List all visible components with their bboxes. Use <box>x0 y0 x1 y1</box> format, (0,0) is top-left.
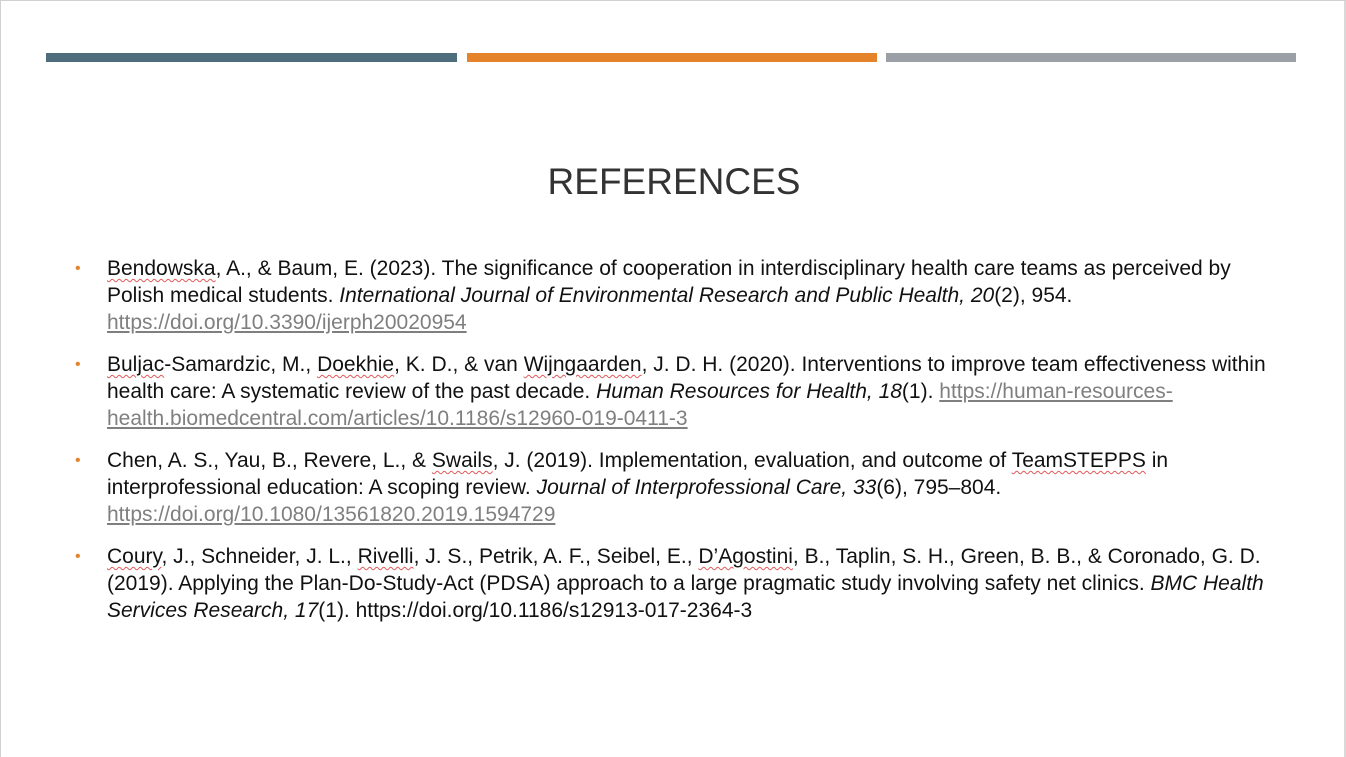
author-text: Buljac <box>107 353 165 376</box>
citation-text: Chen, A. S., Yau, B., Revere, L., & <box>107 449 432 472</box>
author-text: Swails <box>431 449 493 472</box>
bullet-icon: • <box>75 548 81 565</box>
citation-text: -Samardzic, M., <box>164 353 318 376</box>
bullet-icon: • <box>75 452 81 469</box>
doi-link[interactable]: https://doi.org/10.1080/13561820.2019.1594729 <box>107 503 556 526</box>
journal-title: International Journal of Environmental Research and Public Health, 20 <box>339 284 995 307</box>
citation-text: , J. S., Petrik, A. F., Seibel, E., <box>413 545 699 568</box>
journal-title: Human Resources for Health, 18 <box>596 380 902 403</box>
citation-text: , J. D. H. (2020). Interventions to improve team effectiveness within health care: A systematic review of the past decade. <box>107 353 1266 403</box>
accent-bar-orange <box>467 53 877 62</box>
citation-tail: (1). <box>901 380 940 403</box>
citation-text: , A., & Baum, E. (2023). The significance of cooperation in interdisciplinary health care teams as perceived by Polish medical students. <box>107 257 1231 307</box>
doi-link[interactable]: https://doi.org/10.3390/ijerph20020954 <box>107 311 467 334</box>
reference-list <box>75 255 1275 639</box>
slide-title: REFERENCES <box>547 161 801 202</box>
doi-text: https://doi.org/10.1186/s12913-017-2364-3 <box>355 599 753 622</box>
article-link[interactable]: https://human-resources-health.biomedcentral.com/articles/10.1186/s12960-019-0411-3 <box>107 380 1173 430</box>
citation-tail: (1). <box>318 599 356 622</box>
bullet-icon: • <box>75 356 81 373</box>
author-text: Coury <box>107 545 162 568</box>
author-text: Rivelli <box>357 545 414 568</box>
citation-tail: (6), 795–804. <box>876 476 1002 499</box>
citation-tail: (2), 954. <box>994 284 1073 307</box>
keyword-text: TeamSTEPPS <box>1011 449 1146 472</box>
author-text: D’Agostini <box>698 545 793 568</box>
reference-item <box>75 255 1275 336</box>
author-text: Bendowska <box>107 257 216 280</box>
citation-text: , J., Schneider, J. L., <box>161 545 358 568</box>
accent-bar-slate <box>46 53 457 62</box>
citation-text: , B., Taplin, S. H., Green, B. B., & Coronado, G. D. (2019). Applying the Plan-Do-Study-Act (PDSA) approach to a large pragmatic study involving safety net clinics. <box>107 545 1261 595</box>
reference-item <box>75 543 1275 624</box>
citation-text: , K. D., & van <box>394 353 524 376</box>
author-text: Wijngaarden <box>523 353 642 376</box>
citation-text: in interprofessional education: A scoping review. <box>107 449 1169 499</box>
reference-item <box>75 351 1275 432</box>
author-text: Doekhie <box>317 353 395 376</box>
journal-title: BMC Health Services Research, 17 <box>107 572 1264 622</box>
journal-title: Journal of Interprofessional Care, 33 <box>536 476 877 499</box>
accent-bar-gray <box>886 53 1296 62</box>
citation-text: , J. (2019). Implementation, evaluation, and outcome of <box>492 449 1012 472</box>
bullet-icon: • <box>75 260 81 277</box>
reference-item <box>75 447 1275 528</box>
